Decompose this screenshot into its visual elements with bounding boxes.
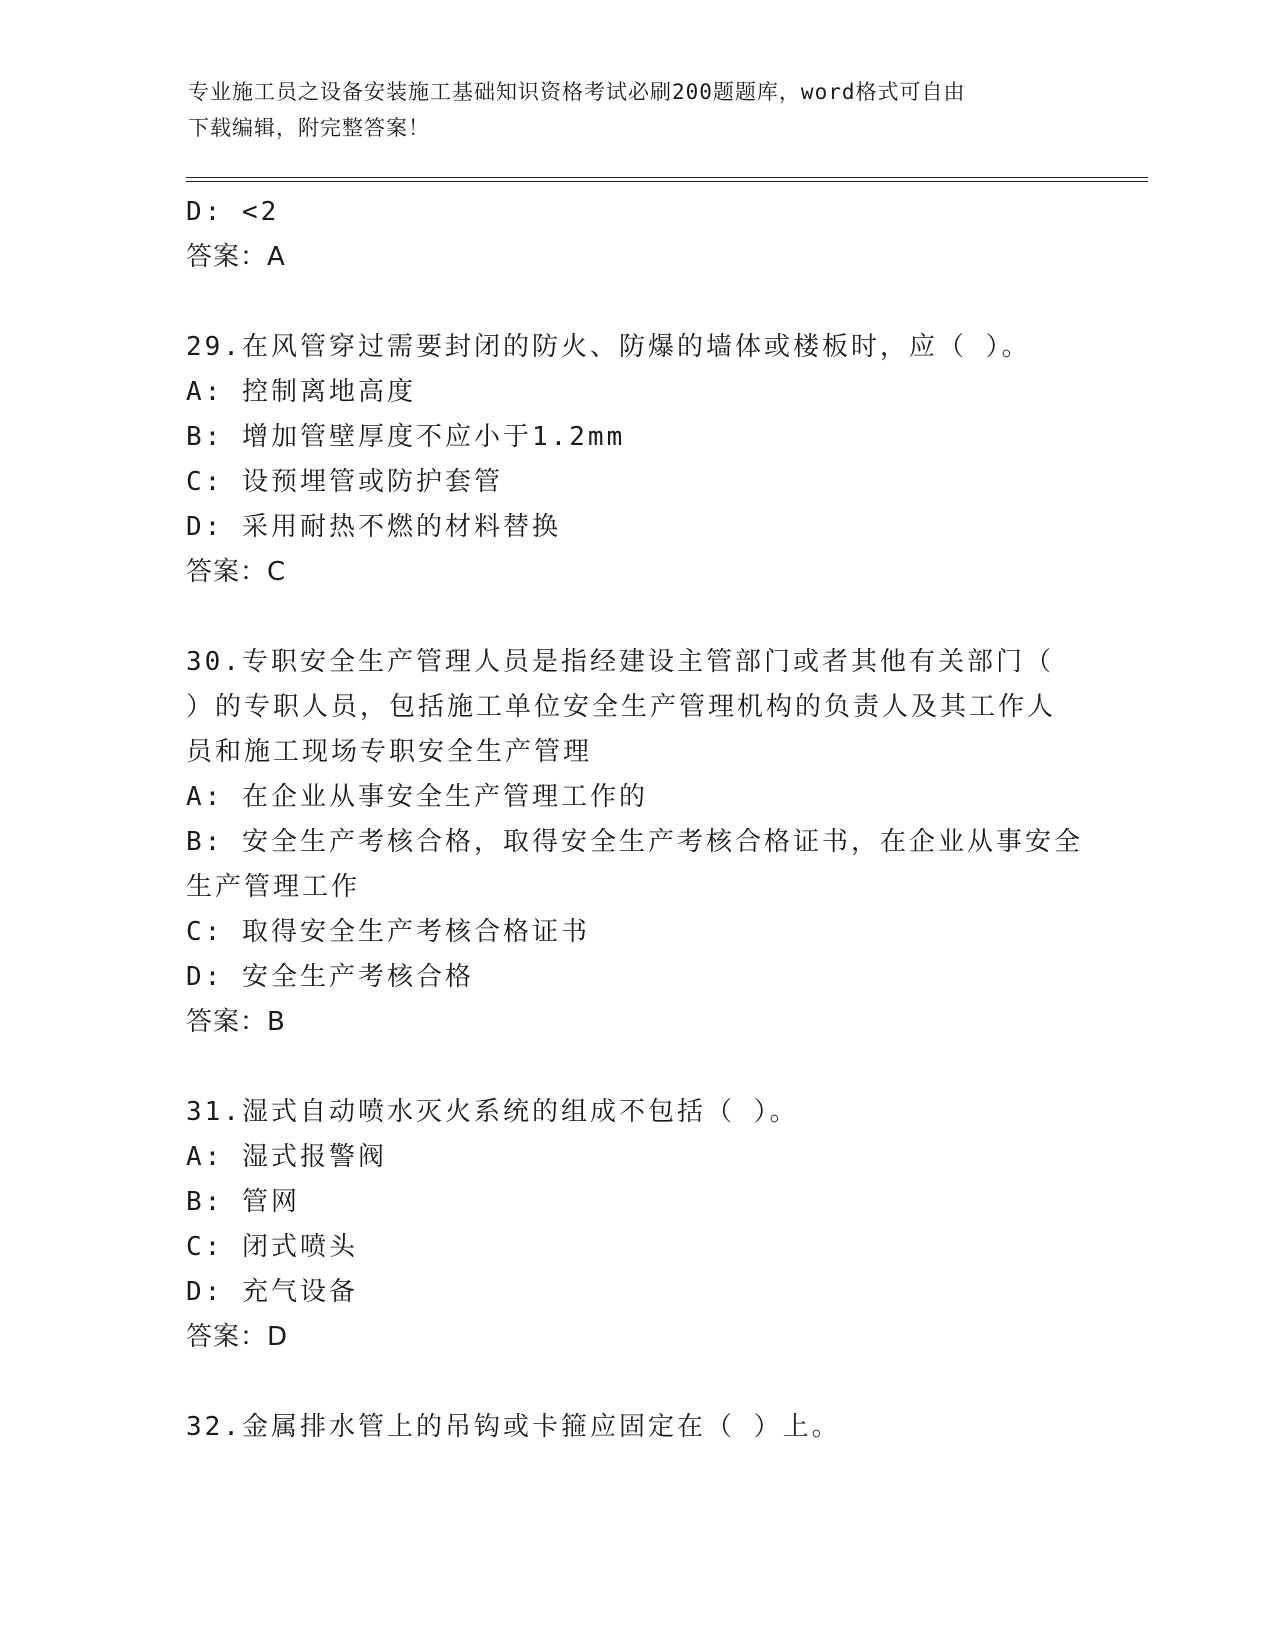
question-30 [186, 640, 1086, 1045]
option-b: B: 安全生产考核合格，取得安全生产考核合格证书，在企业从事安全 [186, 827, 1083, 857]
option-a: A: 在企业从事安全生产管理工作的 [186, 782, 648, 812]
option-d: D: 安全生产考核合格 [186, 962, 474, 992]
document-body [186, 190, 1086, 1450]
question-32 [186, 1405, 1086, 1450]
option-d: D: 采用耐热不燃的材料替换 [186, 512, 561, 542]
header-title-line-1: 专业施工员之设备安装施工基础知识资格考试必刷200题题库，word格式可自由 [188, 80, 966, 104]
option-d: D: <2 [186, 197, 280, 227]
question-stem-line-3: 员和施工现场专职安全生产管理 [186, 737, 593, 767]
option-a: A: 控制离地高度 [186, 377, 416, 407]
option-b-continued: 生产管理工作 [186, 872, 361, 902]
question-stem-line-1: 30.专职安全生产管理人员是指经建设主管部门或者其他有关部门（ [186, 647, 1054, 677]
question-stem-line-2: ）的专职人员，包括施工单位安全生产管理机构的负责人及其工作人 [186, 692, 1057, 722]
option-b: B: 增加管壁厚度不应小于1.2mm [186, 422, 626, 452]
page-header [188, 74, 1088, 146]
question-stem: 29.在风管穿过需要封闭的防火、防爆的墙体或楼板时，应（ ）。 [186, 332, 1031, 362]
answer-line: 答案：A [186, 242, 286, 272]
header-divider [186, 177, 1148, 182]
answer-line: 答案：B [186, 1007, 286, 1037]
header-title-line-2: 下载编辑，附完整答案！ [188, 116, 430, 140]
question-31 [186, 1090, 1086, 1360]
option-c: C: 取得安全生产考核合格证书 [186, 917, 590, 947]
option-c: C: 设预埋管或防护套管 [186, 467, 503, 497]
answer-line: 答案：D [186, 1322, 289, 1352]
question-29 [186, 325, 1086, 595]
option-c: C: 闭式喷头 [186, 1232, 358, 1262]
answer-line: 答案：C [186, 557, 287, 587]
question-28-tail [186, 190, 1086, 280]
question-stem: 31.湿式自动喷水灭火系统的组成不包括（ ）。 [186, 1097, 799, 1127]
option-a: A: 湿式报警阀 [186, 1142, 387, 1172]
question-stem: 32.金属排水管上的吊钩或卡箍应固定在（ ）上。 [186, 1412, 841, 1442]
option-d: D: 充气设备 [186, 1277, 358, 1307]
option-b: B: 管网 [186, 1187, 300, 1217]
